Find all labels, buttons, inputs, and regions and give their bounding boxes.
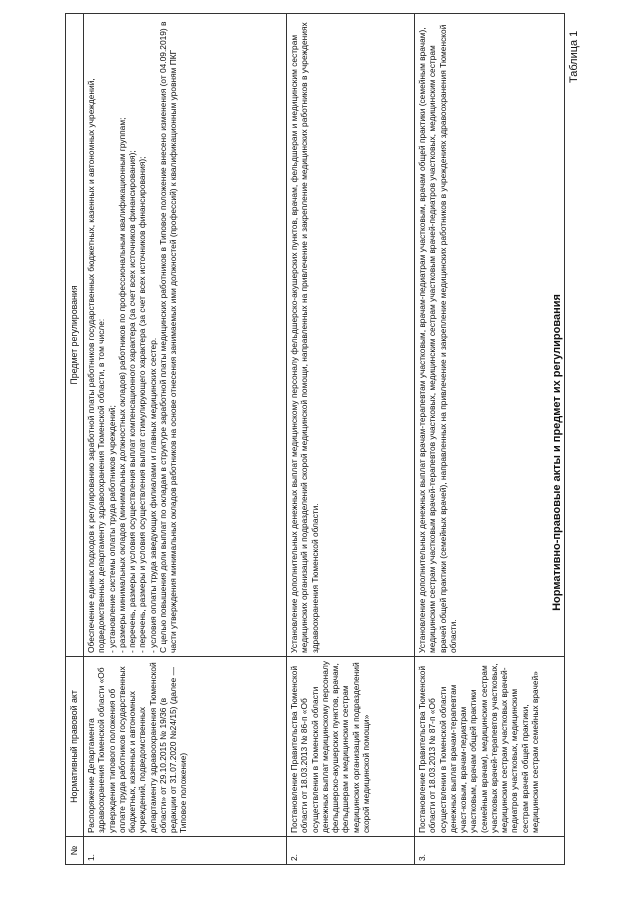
subject-line: - размеры минимальных окладов (минимальных должностных окладов) работников по профессиональным квалификационным группам;	[116, 117, 127, 653]
header-num: №	[66, 837, 84, 865]
header-act: Нормативный правовой акт	[66, 657, 84, 837]
subject-line: - условия оплаты труда заведующих филиалами и главных медицинских сестер.	[147, 337, 158, 653]
row-subject	[287, 14, 415, 657]
row-act: Постановление Правительства Тюменской области от 18.03.2013 № 86-п «Об осуществлении в Тюменской области денежных выплат медицинскому персоналу фельдшерско-акушерских пунктов, врачам, фельдшерам и медицинским сестрам медицинских организаций и подразделений скорой медицинской помощи»	[287, 657, 415, 837]
subject-line: - перечень, размеры и условия осуществления выплат компенсационного характера (за счет всех источников финансирования);	[127, 150, 137, 653]
row-act: Постановление Правительства Тюменской области от 18.03.2013 № 87-п «Об осуществлении в Тюменской области денежных выплат врачам-терапевтам участ-ковым, врачам-педиатрам участковым, врачам общей практики (семейным врачам), медицинским сестрам участковых врачей-терапевтов участковых, медицинским сестрам участковых врачей-педиатров участковых, медицинским сестрам врачей общей практики, медицинским сестрам семейных врачей»	[415, 657, 565, 837]
row-subject	[84, 14, 287, 657]
subject-line: - перечень, размеры и условия осуществления выплат стимулирующего характера (за счет всех источников финансирования);	[137, 156, 148, 653]
document-title: Нормативно-правовые акты и предмет их регулирования	[551, 294, 563, 611]
regulations-table	[65, 13, 565, 865]
row-number: 1.	[84, 837, 287, 865]
table-row	[415, 14, 565, 865]
subject-line: Установление дополнительных денежных выплат медицинскому персоналу фельдшерско-акушерских пунктов, врачам, фельдшерам и медицинским сестрам медицинских организаций и подразделений скорой медицинской помощи, направленных на привлечение и закрепление медицинских работников в учреждениях здравоохранения Тюменской области.	[289, 22, 320, 653]
subject-line: Обеспечение единых подходов к регулированию заработной платы работников государственных бюджетных, казенных и автономных учреждений, подведомственных департаменту здравоохранения Тюменской области, в том числе:	[86, 78, 107, 653]
table-header-row	[66, 14, 84, 865]
header-subject: Предмет регулирования	[66, 14, 84, 657]
table-row	[287, 14, 415, 865]
row-act: Распоряжение Департамента здравоохранения Тюменской области «Об утверждении типового положения об оплате труда работников государственных бюджетных, казенных и автономных учреждений, подведомственных департаменту здравоохранения Тюменской области» от 29.10.2015 № 19/36 (в редакции от 31.07.2020 №24/15) (далее — Типовое положение)	[84, 657, 287, 837]
table-row	[84, 14, 287, 865]
table-number-label: Таблица 1	[568, 30, 580, 83]
row-subject	[415, 14, 565, 657]
subject-line: С целью повышения доли выплат по окладам в структуре заработной платы медицинских работников в Типовое положение внесено изменения (от 04.09.2019) в части утверждения минимальных окладов работников на основе отнесения занимаемых ими должностей (профессий) к квалификационным уровням ПКГ	[157, 21, 178, 653]
row-number: 3.	[415, 837, 565, 865]
subject-line: - установление системы оплаты труда работников учреждений;	[106, 405, 117, 653]
row-number: 2.	[287, 837, 415, 865]
subject-line: Установление дополнительных денежных выплат врачам-терапевтам участковым, врачам-педиатрам участковым, врачам общей практики (семейным врачам), медицинским сестрам участковым врачей-терапевтов участковых, медицинским сестрам участковым врачей-педиатров участковых, медицинским сестрам врачей общей практики (семейных врачей), направленных на привлечение и закрепление медицинских работников в учреждениях здравоохранения Тюменской области.	[417, 24, 458, 653]
